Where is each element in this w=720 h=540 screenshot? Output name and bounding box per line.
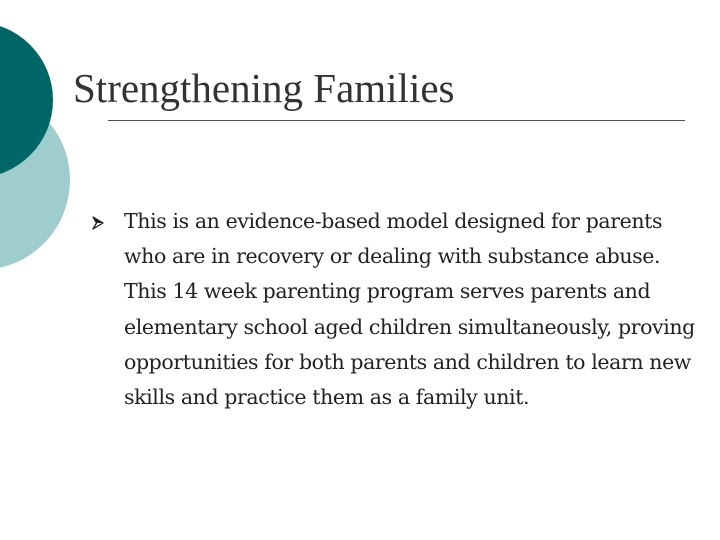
title-divider	[108, 120, 685, 121]
slide-title: Strengthening Families	[73, 65, 455, 111]
bullet-text: This is an evidence-based model designed for parents who are in recovery or dealing with substance abuse. This 14 week parenting program serves parents and elementary school aged children simultaneously, proving opportunities for both parents and children to learn new skills and practice them as a family unit.	[124, 209, 695, 410]
arrowhead-bullet-icon	[92, 204, 108, 242]
decorative-circles	[0, 0, 120, 300]
